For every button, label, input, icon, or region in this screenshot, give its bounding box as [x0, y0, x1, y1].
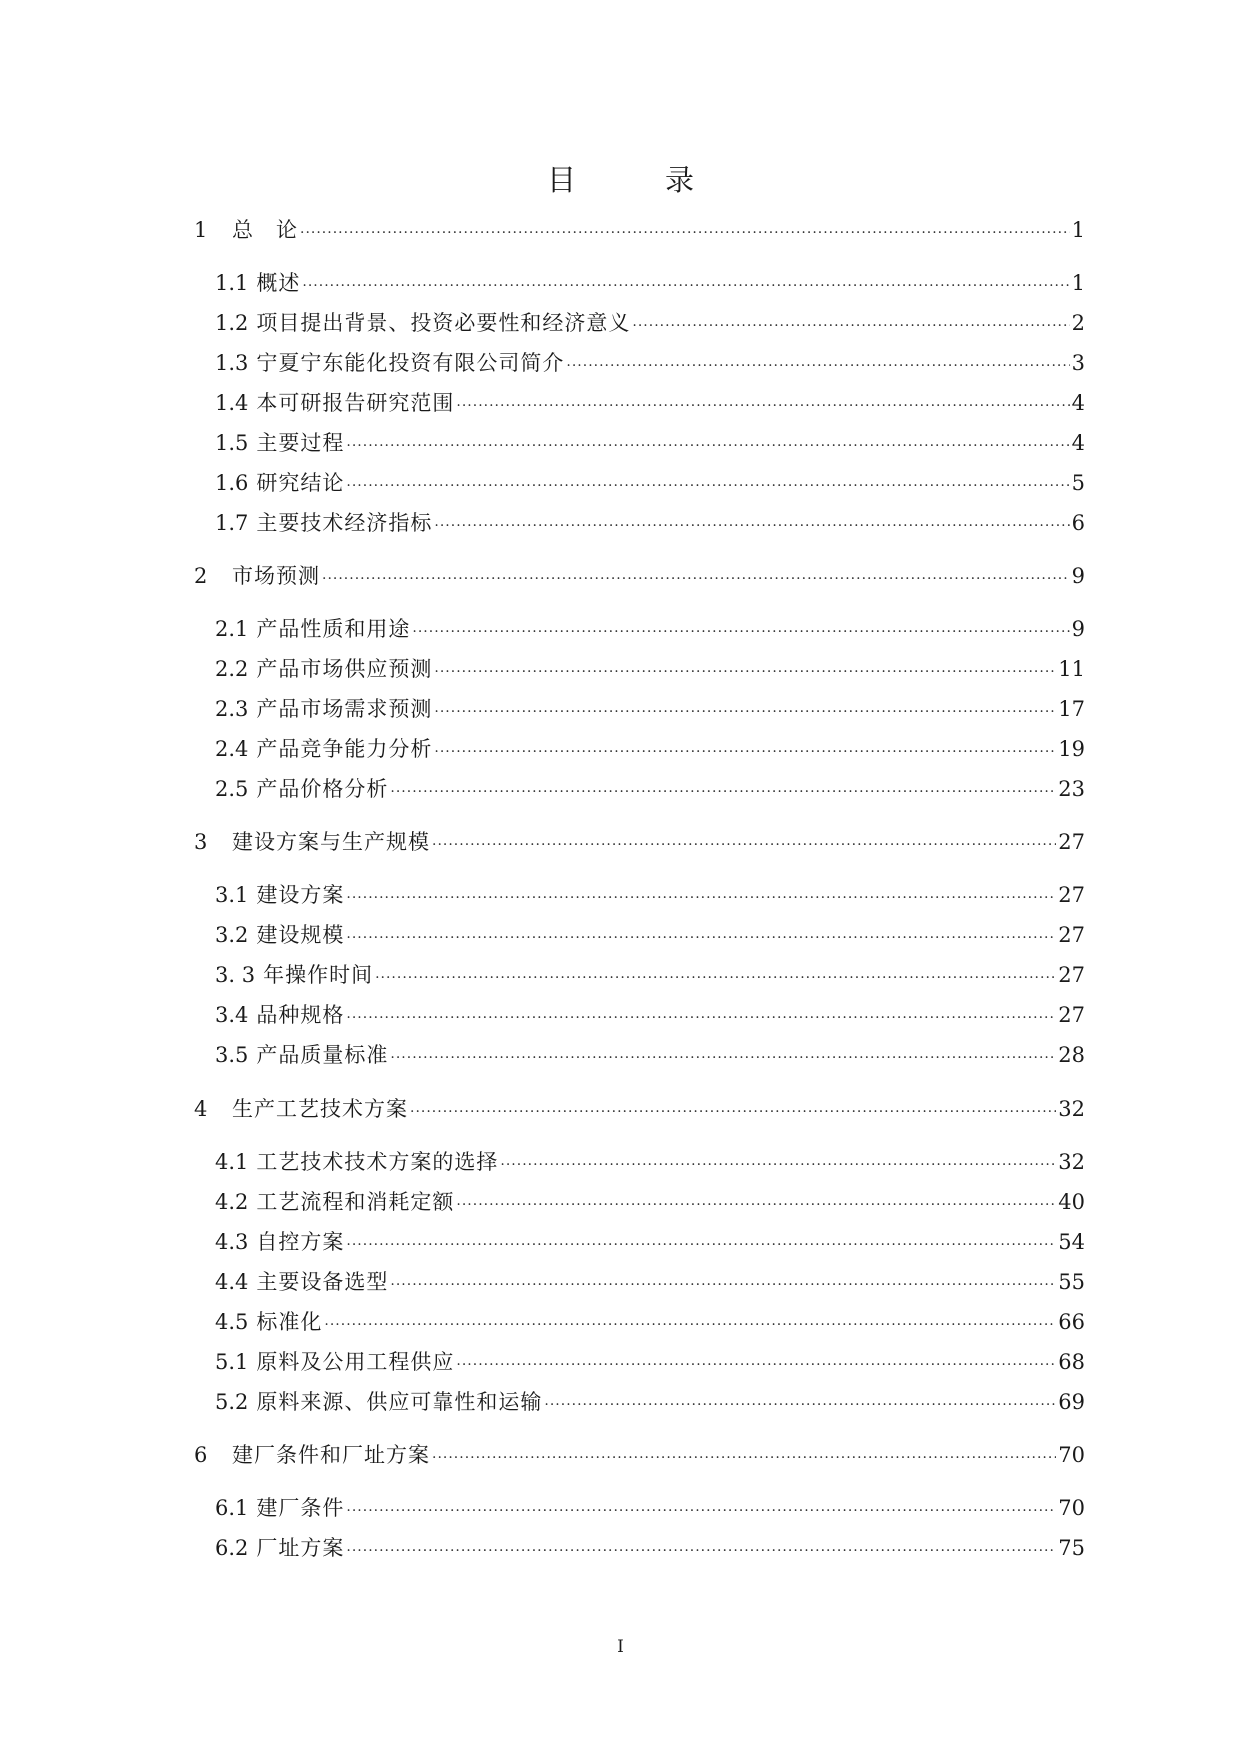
toc-entry-number: 1.7: [215, 511, 249, 535]
toc-entry-title: 产品竞争能力分析: [256, 737, 433, 761]
dot-leader: [346, 924, 1056, 952]
toc-entry-title: 产品质量标准: [256, 1043, 389, 1067]
toc-entry-number: 1.1: [215, 271, 249, 295]
dot-leader: [346, 884, 1056, 912]
toc-entry[interactable]: [215, 881, 1085, 909]
toc-entry-title: 年操作时间: [263, 963, 374, 987]
toc-title: 目 录: [546, 163, 724, 197]
dot-leader: [375, 964, 1056, 992]
toc-entry-page: 11: [1058, 657, 1085, 681]
dot-leader: [346, 432, 1069, 460]
toc-entry-number: 2.4: [215, 737, 249, 761]
toc-entry-title: 产品市场供应预测: [256, 657, 433, 681]
toc-entry-page: 70: [1058, 1443, 1085, 1467]
toc-entry-title: 主要设备选型: [256, 1270, 389, 1294]
toc-entry[interactable]: [215, 1534, 1085, 1562]
toc-entry-page: 66: [1058, 1310, 1085, 1334]
toc-entry[interactable]: [215, 1041, 1085, 1069]
toc-entry[interactable]: [215, 429, 1085, 457]
toc-entry-title: 项目提出背景、投资必要性和经济意义: [256, 311, 631, 335]
dot-leader: [346, 1497, 1056, 1525]
dot-leader: [390, 778, 1056, 806]
toc-entry-number: 1.4: [215, 391, 249, 415]
dot-leader: [432, 831, 1056, 859]
toc-entry-page: 27: [1058, 830, 1085, 854]
toc-entry-number: 4: [194, 1097, 208, 1121]
dot-leader: [346, 1231, 1056, 1259]
dot-leader: [322, 565, 1070, 593]
page-number: I: [617, 1637, 624, 1657]
toc-entry[interactable]: [215, 961, 1085, 989]
toc-entry[interactable]: [215, 775, 1085, 803]
toc-entry[interactable]: [215, 1494, 1085, 1522]
toc-entry-page: 6: [1071, 511, 1085, 535]
toc-entry-number: 1.3: [215, 351, 249, 375]
toc-entry-number: 3. 3: [215, 963, 256, 987]
dot-leader: [346, 1537, 1056, 1565]
dot-leader: [456, 1351, 1056, 1379]
dot-leader: [500, 1151, 1056, 1179]
toc-entry-number: 1.5: [215, 431, 249, 455]
toc-entry-page: 70: [1058, 1496, 1085, 1520]
toc-entry-page: 1: [1071, 271, 1085, 295]
toc-entry[interactable]: [215, 655, 1085, 683]
toc-entry[interactable]: [215, 1148, 1085, 1176]
toc-entry-title: 原料来源、供应可靠性和运输: [256, 1390, 543, 1414]
toc-entry-title: 工艺流程和消耗定额: [256, 1190, 455, 1214]
dot-leader: [300, 219, 1070, 247]
dot-leader: [434, 698, 1056, 726]
toc-entry-number: 1: [194, 218, 208, 242]
toc-entry-title: 产品性质和用途: [256, 617, 411, 641]
toc-entry-page: 32: [1058, 1097, 1085, 1121]
toc-entry-number: 4.1: [215, 1150, 249, 1174]
toc-entry-page: 23: [1058, 777, 1085, 801]
toc-entry-page: 27: [1058, 883, 1085, 907]
toc-entry-title: 主要过程: [256, 431, 345, 455]
toc-entry-page: 3: [1071, 351, 1085, 375]
dot-leader: [456, 392, 1069, 420]
toc-entry-page: 27: [1058, 1003, 1085, 1027]
toc-entry[interactable]: [194, 1095, 1085, 1123]
toc-entry-title: 工艺技术技术方案的选择: [256, 1150, 499, 1174]
toc-entry-number: 1.6: [215, 471, 249, 495]
toc-entry-page: 40: [1058, 1190, 1085, 1214]
toc-entry-page: 1: [1071, 218, 1085, 242]
toc-entry[interactable]: [215, 1268, 1085, 1296]
toc-entry-page: 4: [1071, 431, 1085, 455]
toc-entry-number: 2.5: [215, 777, 249, 801]
toc-entry-page: 55: [1058, 1270, 1085, 1294]
toc-entry[interactable]: [215, 469, 1085, 497]
toc-entry-page: 5: [1071, 471, 1085, 495]
toc-entry-number: 2.3: [215, 697, 249, 721]
toc-entry[interactable]: [215, 921, 1085, 949]
toc-entry-page: 68: [1058, 1350, 1085, 1374]
toc-entry-title: 产品价格分析: [256, 777, 389, 801]
toc-entry-title: 建设规模: [256, 923, 345, 947]
toc-entry[interactable]: [215, 269, 1085, 297]
toc-entry-number: 1.2: [215, 311, 249, 335]
dot-leader: [566, 352, 1069, 380]
toc-entry-number: 5.2: [215, 1390, 249, 1414]
toc-entry-number: 3.5: [215, 1043, 249, 1067]
toc-entry-page: 27: [1058, 963, 1085, 987]
toc-entry-title: 建设方案与生产规模: [232, 830, 430, 854]
toc-entry-page: 28: [1058, 1043, 1085, 1067]
toc-entry-title: 品种规格: [256, 1003, 345, 1027]
toc-entry-page: 75: [1058, 1536, 1085, 1560]
dot-leader: [434, 658, 1056, 686]
toc-entry-title: 建厂条件和厂址方案: [232, 1443, 430, 1467]
toc-entry-number: 2: [194, 564, 208, 588]
toc-entry-number: 4.5: [215, 1310, 249, 1334]
toc-entry[interactable]: [215, 695, 1085, 723]
toc-entry[interactable]: [215, 509, 1085, 537]
toc-entry-page: 9: [1071, 617, 1085, 641]
toc-entry-title: 产品市场需求预测: [256, 697, 433, 721]
dot-leader: [346, 472, 1069, 500]
toc-entry[interactable]: [215, 1308, 1085, 1336]
toc-entry-number: 4.4: [215, 1270, 249, 1294]
toc-entry-number: 4.2: [215, 1190, 249, 1214]
dot-leader: [390, 1271, 1056, 1299]
toc-entry-page: 9: [1071, 564, 1085, 588]
toc-entry-title: 宁夏宁东能化投资有限公司简介: [256, 351, 565, 375]
toc-entry[interactable]: [194, 1441, 1085, 1469]
toc-entry-number: 2.1: [215, 617, 249, 641]
toc-entry-page: 27: [1058, 923, 1085, 947]
dot-leader: [432, 1444, 1056, 1472]
toc-entry-number: 3: [194, 830, 208, 854]
toc-entry-title: 建设方案: [256, 883, 345, 907]
toc-entry-title: 概述: [256, 271, 301, 295]
toc-entry-title: 生产工艺技术方案: [232, 1097, 408, 1121]
dot-leader: [410, 1098, 1056, 1126]
toc-entry-number: 3.1: [215, 883, 249, 907]
dot-leader: [456, 1191, 1056, 1219]
toc-entry-page: 2: [1071, 311, 1085, 335]
toc-entry-number: 2.2: [215, 657, 249, 681]
toc-entry-page: 19: [1058, 737, 1085, 761]
toc-entry-title: 主要技术经济指标: [256, 511, 433, 535]
toc-entry-title: 市场预测: [232, 564, 320, 588]
toc-entry-title: 研究结论: [256, 471, 345, 495]
toc-entry[interactable]: [215, 1001, 1085, 1029]
toc-entry-number: 6.1: [215, 1496, 249, 1520]
toc-entry-page: 54: [1058, 1230, 1085, 1254]
toc-entry[interactable]: [215, 1228, 1085, 1256]
dot-leader: [346, 1004, 1056, 1032]
toc-entry-number: 3.4: [215, 1003, 249, 1027]
toc-entry-number: 4.3: [215, 1230, 249, 1254]
toc-entry-title: 本可研报告研究范围: [256, 391, 455, 415]
toc-entry[interactable]: [215, 389, 1085, 417]
toc-entry-number: 5.1: [215, 1350, 249, 1374]
dot-leader: [544, 1391, 1056, 1419]
toc-entry-page: 4: [1071, 391, 1085, 415]
toc-entry[interactable]: [215, 1388, 1085, 1416]
toc-entry[interactable]: [215, 1188, 1085, 1216]
toc-entry[interactable]: [215, 615, 1085, 643]
toc-entry[interactable]: [194, 828, 1085, 856]
toc-entry[interactable]: [215, 735, 1085, 763]
dot-leader: [412, 618, 1069, 646]
toc-entry-page: 32: [1058, 1150, 1085, 1174]
toc-entry[interactable]: [215, 349, 1085, 377]
toc-entry-title: 总 论: [232, 218, 298, 242]
toc-entry-page: 69: [1058, 1390, 1085, 1414]
dot-leader: [434, 512, 1069, 540]
dot-leader: [324, 1311, 1056, 1339]
toc-entry-number: 6: [194, 1443, 208, 1467]
toc-entry-title: 建厂条件: [256, 1496, 345, 1520]
toc-entry[interactable]: [215, 309, 1085, 337]
toc-entry[interactable]: [215, 1348, 1085, 1376]
toc-entry-title: 标准化: [256, 1310, 323, 1334]
toc-entry-title: 自控方案: [256, 1230, 345, 1254]
dot-leader: [390, 1044, 1056, 1072]
dot-leader: [434, 738, 1056, 766]
toc-entry-title: 原料及公用工程供应: [256, 1350, 455, 1374]
dot-leader: [302, 272, 1069, 300]
toc-entry-number: 6.2: [215, 1536, 249, 1560]
toc-entry[interactable]: [194, 562, 1085, 590]
toc-entry-number: 3.2: [215, 923, 249, 947]
dot-leader: [632, 312, 1069, 340]
toc-entry-title: 厂址方案: [256, 1536, 345, 1560]
toc-entry[interactable]: [194, 216, 1085, 244]
toc-entry-page: 17: [1058, 697, 1085, 721]
